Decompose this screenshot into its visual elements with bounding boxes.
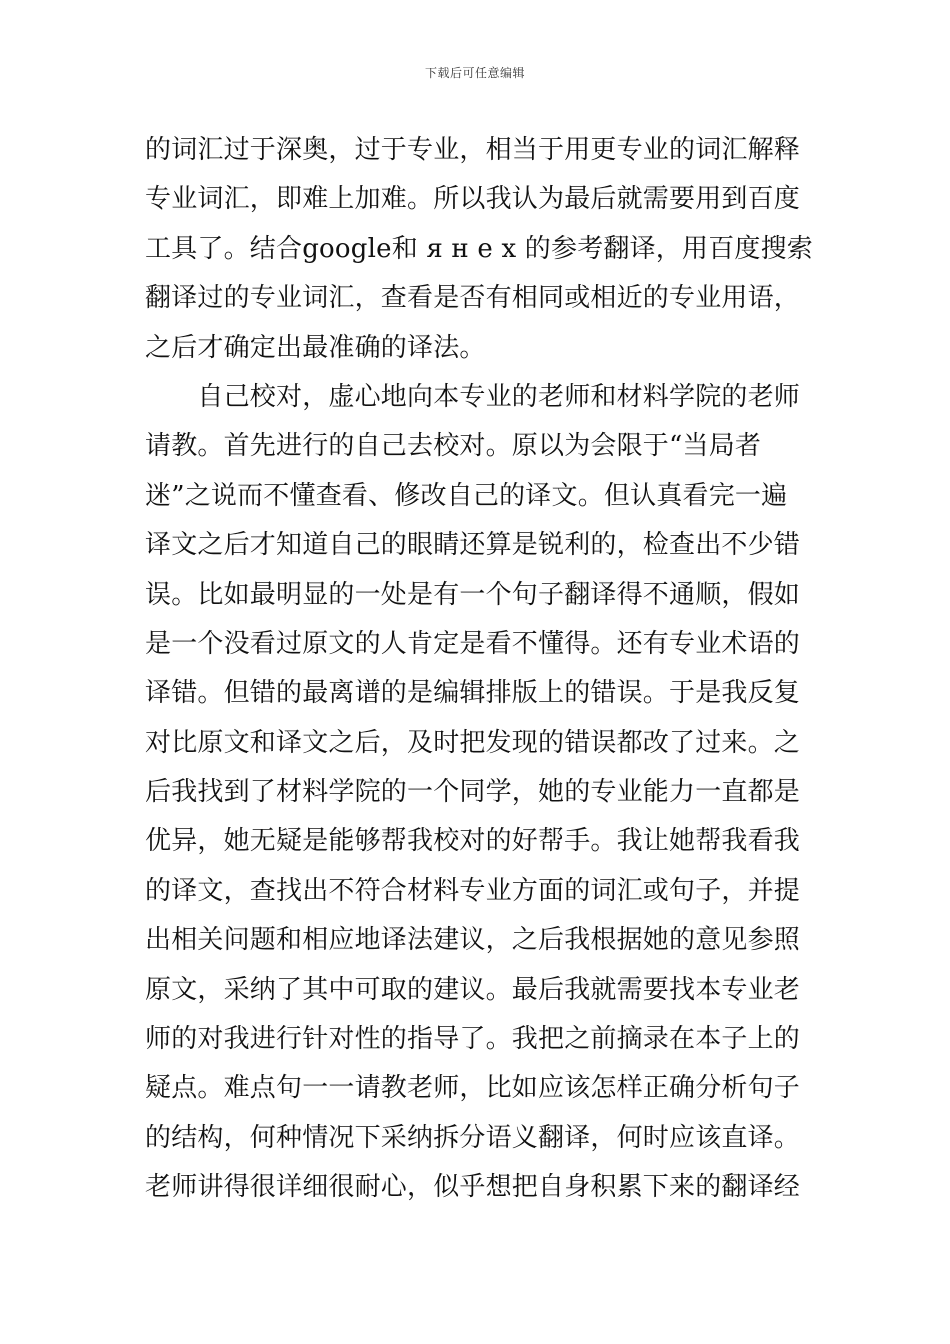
text-line: 专业词汇，即难上加难。所以我认为最后就需要用到百度 <box>145 184 801 215</box>
text-line: 优异，她无疑是能够帮我校对的好帮手。我让她帮我看我 <box>145 826 801 857</box>
text-line: 请教。首先进行的自己去校对。原以为会限于“当局者 <box>145 431 762 462</box>
text-line: 的词汇过于深奥，过于专业，相当于用更专业的词汇解释 <box>145 135 801 165</box>
text-line: 译错。但错的最离谱的是编辑排版上的错误。于是我反复 <box>145 678 801 709</box>
text-line: 师的对我进行针对性的指导了。我把之前摘录在本子上的 <box>145 1024 801 1055</box>
text-line: 译文之后才知道自己的眼睛还算是锐利的，检查出不少错 <box>145 530 801 561</box>
text-line: 对比原文和译文之后，及时把发现的错误都改了过来。之 <box>145 727 801 758</box>
text-line: 是一个没看过原文的人肯定是看不懂得。还有专业术语的 <box>145 628 801 659</box>
text-line: 疑点。难点句一一请教老师，比如应该怎样正确分析句子 <box>145 1073 801 1104</box>
text-line: 老师讲得很详细很耐心，似乎想把自身积累下来的翻译经 <box>145 1172 801 1203</box>
text-line: 的结构，何种情况下采纳拆分语义翻译，何时应该直译。 <box>145 1122 801 1153</box>
page-header: 下载后可任意编辑 <box>424 66 525 80</box>
text-line: 原文，采纳了其中可取的建议。最后我就需要找本专业老 <box>145 974 801 1005</box>
text-line: 翻译过的专业词汇，查看是否有相同或相近的专业用语， <box>145 283 801 314</box>
text-line: 的译文，查找出不符合材料专业方面的词汇或句子，并提 <box>145 875 801 906</box>
text-line: 误。比如最明显的一处是有一个句子翻译得不通顺，假如 <box>145 579 801 610</box>
text-line: 工具了。结合google和 я н е х 的参考翻译，用百度搜索 <box>145 233 814 264</box>
body-text <box>145 126 814 1213</box>
text-line: 出相关问题和相应地译法建议，之后我根据她的意见参照 <box>145 925 801 956</box>
text-line: 自己校对，虚心地向本专业的老师和材料学院的老师 <box>145 381 801 412</box>
text-line: 之后才确定出最准确的译法。 <box>145 332 486 363</box>
text-line: 迷”之说而不懂查看、修改自己的译文。但认真看完一遍 <box>145 480 788 511</box>
text-line: 后我找到了材料学院的一个同学，她的专业能力一直都是 <box>145 777 801 808</box>
